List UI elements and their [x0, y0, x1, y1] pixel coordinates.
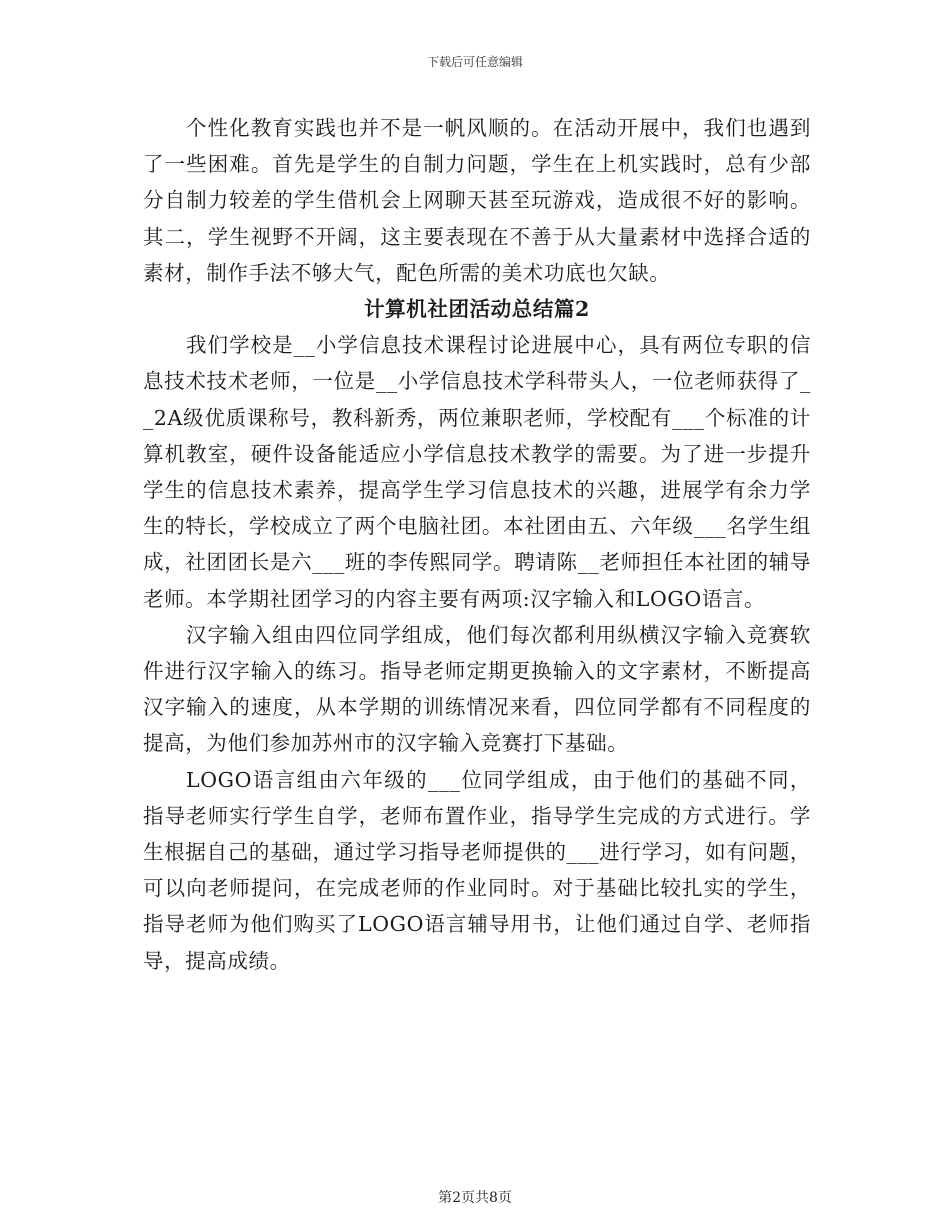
page-footer: 第2页共8页	[438, 1190, 512, 1206]
paragraph-intro: 个性化教育实践也并不是一帆风顺的。在活动开展中，我们也遇到了一些困难。首先是学生的自制力问题，学生在上机实践时，总有少部分自制力较差的学生借机会上网聊天甚至玩游戏，造成很不好的影响。其二，学生视野不开阔，这主要表现在不善于从大量素材中选择合适的素材，制作手法不够大气，配色所需的美术功底也欠缺。	[143, 116, 811, 285]
page-header: 下载后可任意编辑	[426, 55, 523, 69]
paragraph-chinese-input-group: 汉字输入组由四位同学组成，他们每次都利用纵横汉字输入竞赛软件进行汉字输入的练习。指导老师定期更换输入的文字素材，不断提高汉字输入的速度，从本学期的训练情况来看，四位同学都有不同程度的提高，为他们参加苏州市的汉字输入竞赛打下基础。	[143, 622, 811, 756]
section-heading: 计算机社团活动总结篇2	[364, 297, 590, 322]
document-body	[143, 110, 811, 979]
paragraph-school-overview: 我们学校是__小学信息技术课程讨论进展中心，具有两位专职的信息技术技术老师，一位是__小学信息技术学科带头人，一位老师获得了__2A级优质课称号，教科新秀，两位兼职老师，学校配有___个标准的计算机教室，硬件设备能适应小学信息技术教学的需要。为了进一步提升学生的信息技术素养，提高学生学习信息技术的兴趣，进展学有余力学生的特长，学校成立了两个电脑社团。本社团由五、六年级___名学生组成，社团团长是六___班的李传熙同学。聘请陈__老师担任本社团的辅导老师。本学期社团学习的内容主要有两项:汉字输入和LOGO语言。	[143, 333, 811, 611]
paragraph-logo-group: LOGO语言组由六年级的___位同学组成，由于他们的基础不同，指导老师实行学生自学，老师布置作业，指导学生完成的方式进行。学生根据自己的基础，通过学习指导老师提供的___进行学习，如有问题，可以向老师提问，在完成老师的作业同时。对于基础比较扎实的学生，指导老师为他们购买了LOGO语言辅导用书，让他们通过自学、老师指导，提高成绩。	[143, 767, 811, 973]
